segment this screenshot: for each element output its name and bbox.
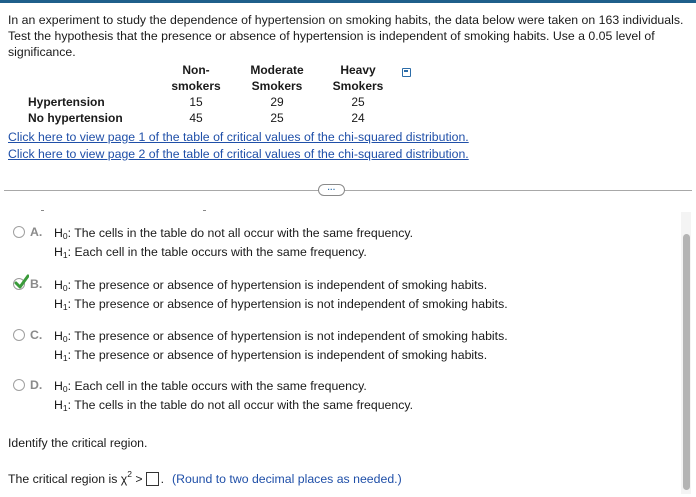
table-row: [28, 110, 396, 126]
alt-hypothesis: $H_1$: The cells in the table do not all occur with the same frequency.: [54, 398, 414, 413]
critical-prefix: The critical region is: [8, 472, 121, 486]
radio-option-c[interactable]: [13, 329, 25, 341]
section-divider: [4, 190, 692, 191]
col-header-moderate: [234, 62, 320, 94]
scrollbar-thumb[interactable]: [683, 234, 690, 490]
table-row: [28, 94, 396, 110]
col-header-line2: smokers: [171, 79, 221, 93]
correct-check-icon: [14, 274, 29, 290]
col-header-line2: Smokers: [251, 79, 303, 93]
table-cell: 25: [270, 111, 284, 125]
null-hypothesis: $H_0$: The cells in the table do not all occur with the same frequency.: [54, 226, 414, 241]
table-cell: 25: [351, 95, 365, 109]
alt-hypothesis: $H_1$: The presence or absence of hypertension is not independent of smoking habits.: [54, 297, 508, 312]
null-hypothesis: $H_0$: Each cell in the table occurs with the same frequency.: [54, 379, 367, 394]
col-header-line1: Moderate: [250, 63, 304, 77]
option-letter: D.: [30, 378, 43, 392]
table-cell: 45: [189, 111, 203, 125]
table-cell: 24: [351, 111, 365, 125]
critical-region-line: [8, 469, 402, 486]
option-letter: B.: [30, 277, 43, 291]
row-label-no-hypertension: No hypertension: [28, 111, 123, 125]
col-header-line1: Heavy: [340, 63, 376, 77]
option-letter: C.: [30, 328, 43, 342]
expand-more-button[interactable]: ···: [318, 184, 345, 196]
copy-table-icon[interactable]: [402, 68, 411, 77]
radio-option-d[interactable]: [13, 379, 25, 391]
comparator: >: [131, 472, 143, 486]
alt-hypothesis: $H_1$: Each cell in the table occurs with the same frequency.: [54, 245, 367, 260]
top-accent-bar: [0, 0, 696, 3]
chi-superscript: 2: [127, 469, 132, 479]
chi-symbol: χ: [120, 472, 128, 486]
radio-option-a[interactable]: [13, 226, 25, 238]
null-hypothesis: $H_0$: The presence or absence of hypertension is not independent of smoking habits.: [54, 329, 508, 344]
after-box-period: .: [160, 472, 164, 486]
alt-hypothesis: $H_1$: The presence or absence of hypertension is independent of smoking habits.: [54, 348, 488, 363]
col-header-line2: Smokers: [332, 79, 384, 93]
table-corner: [28, 62, 158, 94]
rounding-hint: (Round to two decimal places as needed.): [172, 472, 402, 486]
table-cell: 15: [189, 95, 203, 109]
clipped-text-mark: [203, 210, 206, 211]
col-header-nonsmokers: [158, 62, 234, 94]
problem-statement: In an experiment to study the dependence of hypertension on smoking habits, the data below were taken on 163 individuals. Test the hypothesis that the presence or absence of hypertension is independent of smoking habits. Use a 0.05 level of significance.: [8, 13, 684, 59]
null-hypothesis: $H_0$: The presence or absence of hypertension is independent of smoking habits.: [54, 278, 488, 293]
contingency-table: [28, 62, 396, 126]
clipped-text-mark: [41, 210, 44, 211]
table-cell: 29: [270, 95, 284, 109]
identify-instruction: Identify the critical region.: [8, 436, 148, 450]
chi-square-table-page2-link[interactable]: Click here to view page 2 of the table of critical values of the chi-squared distribution.: [8, 147, 469, 161]
col-header-line1: Non-: [182, 63, 210, 77]
row-label-hypertension: Hypertension: [28, 95, 105, 109]
table-header-row: [28, 62, 396, 94]
chi-square-table-page1-link[interactable]: Click here to view page 1 of the table of critical values of the chi-squared distribution.: [8, 130, 469, 144]
col-header-heavy: [320, 62, 396, 94]
critical-value-input[interactable]: [146, 472, 159, 486]
option-letter: A.: [30, 225, 43, 239]
